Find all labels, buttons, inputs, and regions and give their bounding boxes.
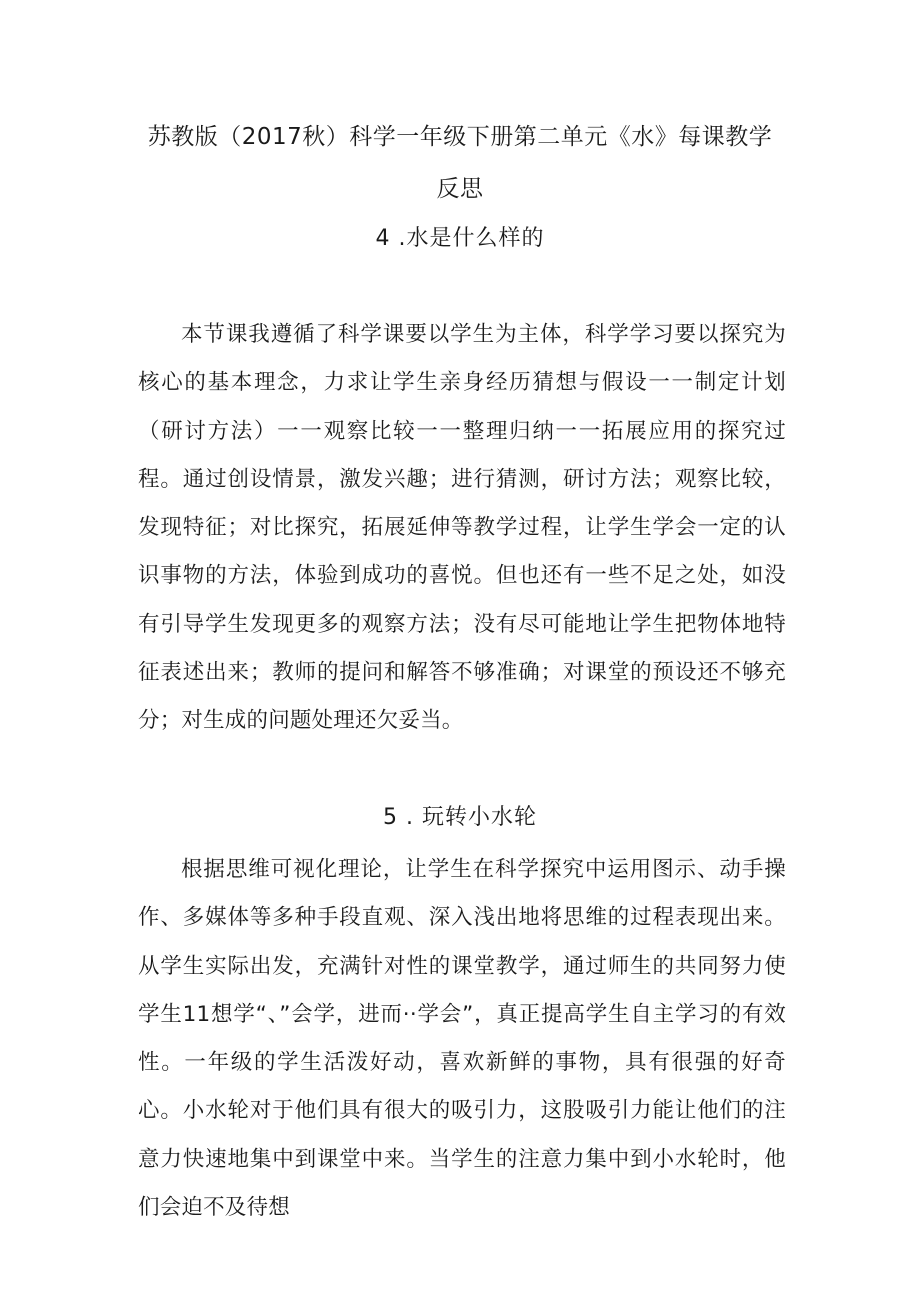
document-title-line-2: 反思 bbox=[436, 176, 484, 202]
document-title-line-1: 苏教版（2017秋）科学一年级下册第二单元《水》每课教学 bbox=[147, 124, 773, 150]
section-5-paragraph: 根据思维可视化理论，让学生在科学探究中运用图示、动手操作、多媒体等多种手段直观、深入浅出地将思维的过程表现出来。从学生实际出发，充满针对性的课堂教学，通过师生的共同努力使学生11想学“、”会学，进而··学会”，真正提高学生自主学习的有效性。一年级的学生活泼好动，喜欢新鲜的事物，具有很强的好奇心。小水轮对于他们具有很大的吸引力，这股吸引力能让他们的注意力快速地集中到课堂中来。当学生的注意力集中到小水轮时，他们会迫不及待想 bbox=[138, 857, 786, 1221]
section-heading-4: 4 .水是什么样的 bbox=[375, 226, 545, 251]
section-4-paragraph: 本节课我遵循了科学课要以学生为主体，科学学习要以探究为核心的基本理念，力求让学生亲身经历猜想与假设一一制定计划（研讨方法）一一观察比较一一整理归纳一一拓展应用的探究过程。通过创设情景，激发兴趣；进行猜测，研讨方法；观察比较，发现特征；对比探究，拓展延伸等教学过程，让学生学会一定的认识事物的方法，体验到成功的喜悦。但也还有一些不足之处，如没有引导学生发现更多的观察方法；没有尽可能地让学生把物体地特征表述出来；教师的提问和解答不够准确；对课堂的预设还不够充分；对生成的问题处理还欠妥当。 bbox=[138, 322, 786, 734]
section-heading-5: 5 . 玩转小水轮 bbox=[383, 805, 537, 830]
